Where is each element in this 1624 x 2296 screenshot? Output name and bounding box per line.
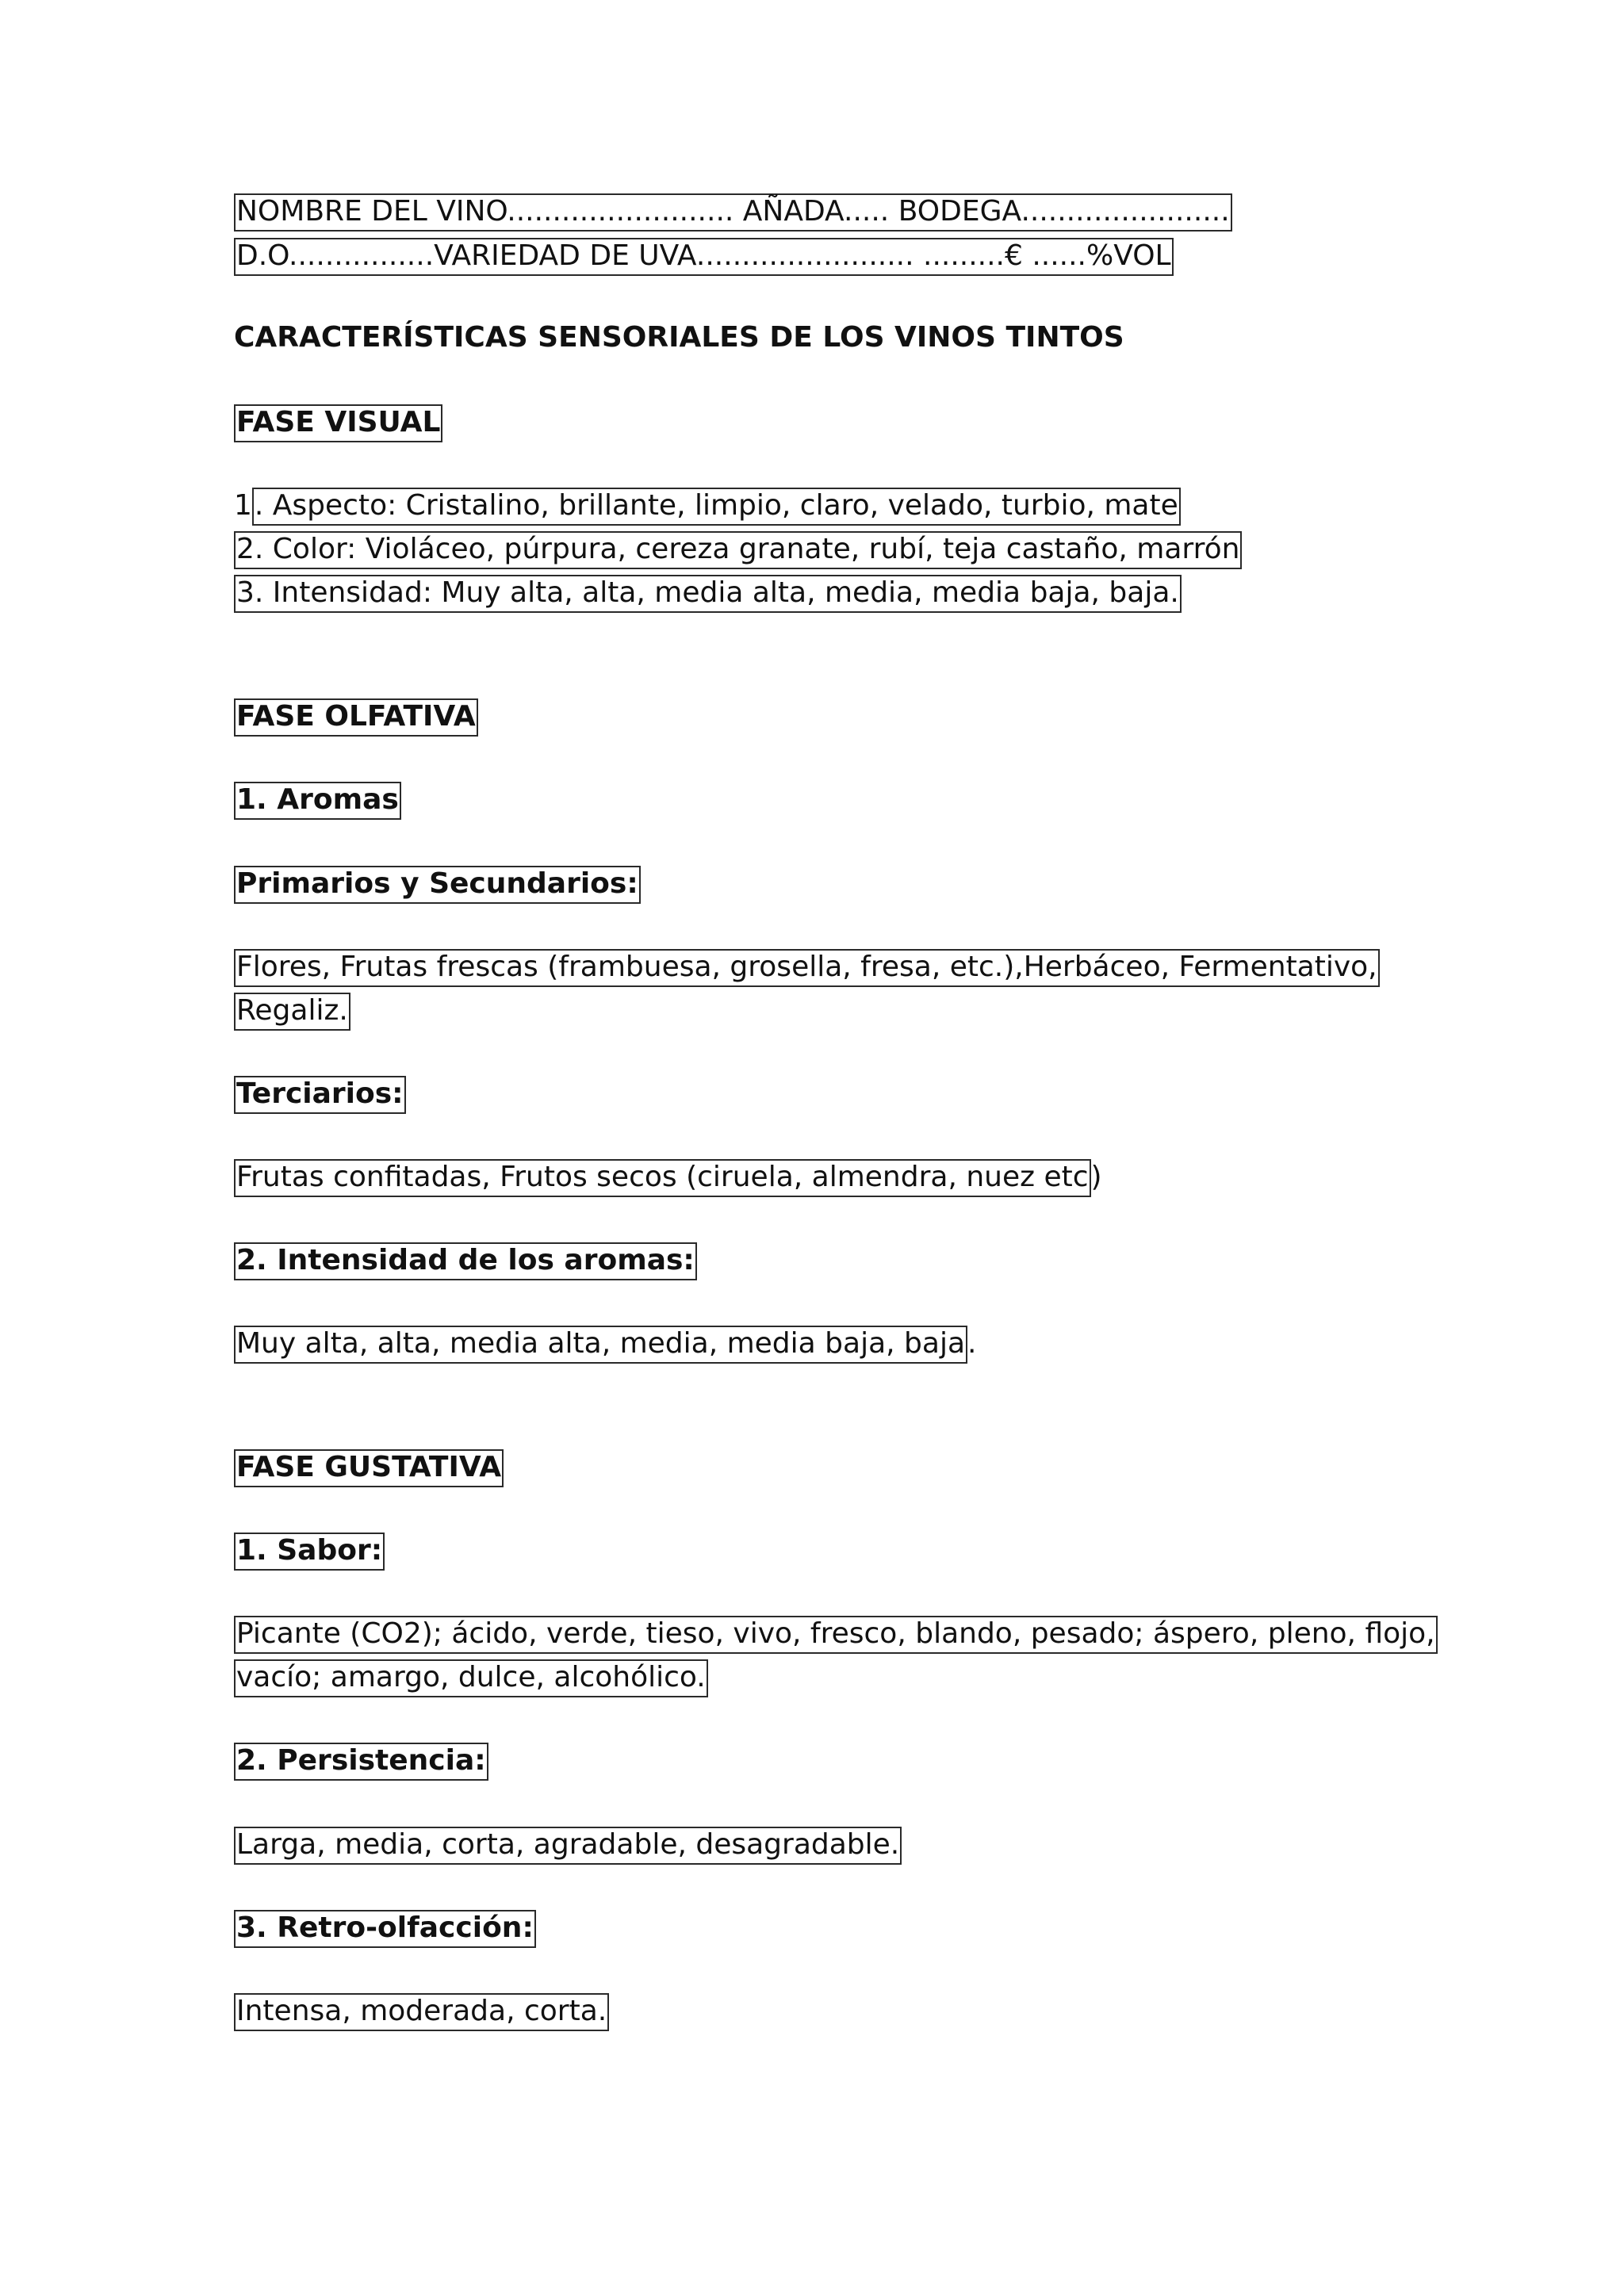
do-grape-price-abv-field: D.O................VARIEDAD DE UVA........................ .........€ ......%VOL (234, 238, 1174, 276)
tertiary-heading: Terciarios: (234, 1076, 406, 1114)
visual-item-color: 2. Color: Violáceo, púrpura, cereza granate, rubí, teja castaño, marrón (234, 531, 1242, 569)
wine-name-vintage-winery-field: NOMBRE DEL VINO......................... AÑADA..... BODEGA....................... (234, 193, 1232, 232)
primary-secondary-text-line-1: Flores, Frutas frescas (frambuesa, grosella, fresa, etc.),Herbáceo, Fermentativo, (234, 949, 1380, 987)
aromas-heading: 1. Aromas (234, 782, 401, 820)
header-line-1 (234, 193, 1232, 232)
retro-olfaction-text: Intensa, moderada, corta. (234, 1993, 609, 2031)
visual-item-aspecto: 1. Aspecto: Cristalino, brillante, limpio, claro, velado, turbio, mate (234, 488, 1181, 526)
retro-olfaction-heading: 3. Retro-olfacción: (234, 1910, 536, 1948)
header-line-2 (234, 238, 1174, 276)
flavor-heading: 1. Sabor: (234, 1533, 385, 1571)
gustatory-phase-heading: FASE GUSTATIVA (234, 1449, 504, 1487)
aroma-intensity-heading: 2. Intensidad de los aromas: (234, 1242, 697, 1280)
visual-item-intensidad: 3. Intensidad: Muy alta, alta, media alta, media, media baja, baja. (234, 575, 1182, 613)
flavor-text-line-2: vacío; amargo, dulce, alcohólico. (234, 1659, 708, 1697)
visual-phase-heading: FASE VISUAL (234, 404, 442, 442)
persistence-text: Larga, media, corta, agradable, desagradable. (234, 1827, 902, 1865)
document-title: CARACTERÍSTICAS SENSORIALES DE LOS VINOS TINTOS (234, 321, 1124, 354)
primary-secondary-text-line-2: Regaliz. (234, 993, 350, 1031)
tertiary-text: Frutas confitadas, Frutos secos (ciruela, almendra, nuez etc) (234, 1159, 1102, 1197)
flavor-text-line-1: Picante (CO2); ácido, verde, tieso, vivo, fresco, blando, pesado; áspero, pleno, flojo, (234, 1616, 1438, 1654)
aroma-intensity-text: Muy alta, alta, media alta, media, media baja, baja. (234, 1326, 976, 1364)
olfactory-phase-heading: FASE OLFATIVA (234, 698, 478, 737)
primary-secondary-heading: Primarios y Secundarios: (234, 866, 641, 904)
persistence-heading: 2. Persistencia: (234, 1743, 488, 1781)
